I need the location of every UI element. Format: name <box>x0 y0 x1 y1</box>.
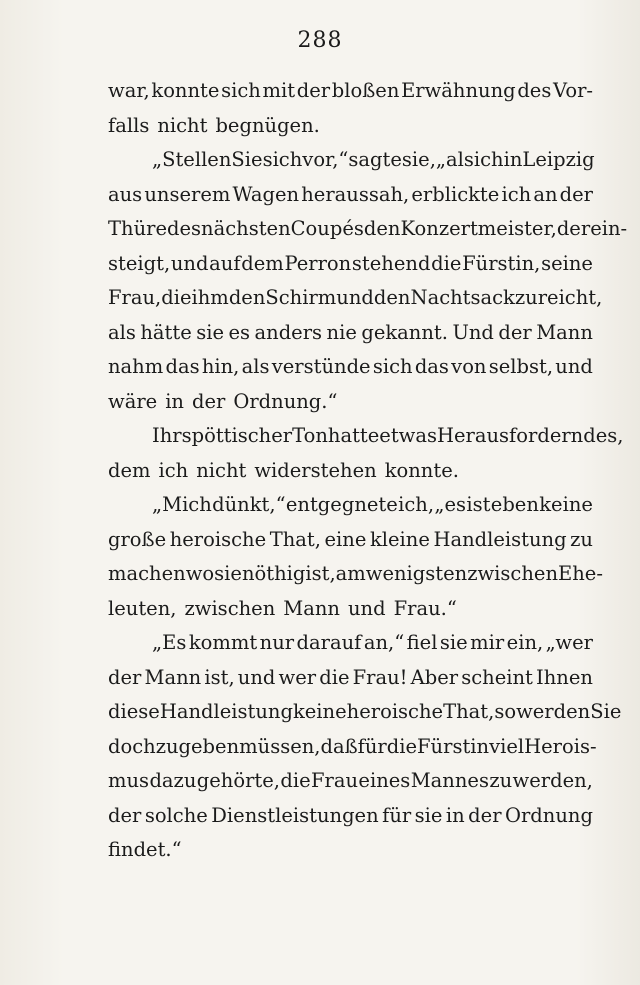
text-line: war, konnte sich mit der bloßen Erwähnung des Vor- <box>108 79 593 102</box>
text-line: mus dazu gehörte, die Frau eines Mannes zu werden, <box>108 769 593 792</box>
text-line: falls nicht begnügen. <box>108 113 320 137</box>
text-line: wäre in der Ordnung.“ <box>108 389 338 413</box>
page-number: 288 <box>297 28 343 53</box>
text-line: große heroische That, eine kleine Handleistung zu <box>108 527 593 551</box>
text-line: Ihr spöttischer Ton hatte etwas Herausforderndes, <box>152 424 624 447</box>
text-line: „Mich dünkt,“ entgegnete ich, „es ist eben keine <box>152 493 593 516</box>
text-line: steigt, und auf dem Perron stehend die Fürstin, seine <box>108 251 593 275</box>
text-line: aus unserem Wagen heraussah, erblickte ich an der <box>108 182 593 206</box>
text-line: nahm das hin, als verstünde sich das von selbst, und <box>108 355 593 378</box>
text-line: machen wo sie nöthig ist, am wenigsten zwischen Ehe- <box>108 562 603 585</box>
text-line: Thüre des nächsten Coupés den Konzertmeister, der ein- <box>108 217 628 240</box>
text-line: als hätte sie es anders nie gekannt. Und der Mann <box>108 320 593 344</box>
text-line: diese Handleistung keine heroische That, so werden Sie <box>108 700 622 723</box>
text-line: der solche Dienstleistungen für sie in der Ordnung <box>108 803 593 827</box>
text-line: „Es kommt nur darauf an,“ fiel sie mir ein, „wer <box>152 631 593 654</box>
text-line: Frau, die ihm den Schirm und den Nachtsack zureicht, <box>108 286 603 309</box>
text-line: dem ich nicht widerstehen konnte. <box>108 458 459 482</box>
text-line: der Mann ist, und wer die Frau! Aber scheint Ihnen <box>108 665 593 689</box>
body-text <box>108 74 628 868</box>
text-line: „Stellen Sie sich vor,“ sagte sie, „als ich in Leipzig <box>152 148 595 171</box>
text-line: doch zugeben müssen, daß für die Fürstin viel Herois- <box>108 734 597 758</box>
text-line: leuten, zwischen Mann und Frau.“ <box>108 596 457 620</box>
text-line: findet.“ <box>108 838 182 861</box>
